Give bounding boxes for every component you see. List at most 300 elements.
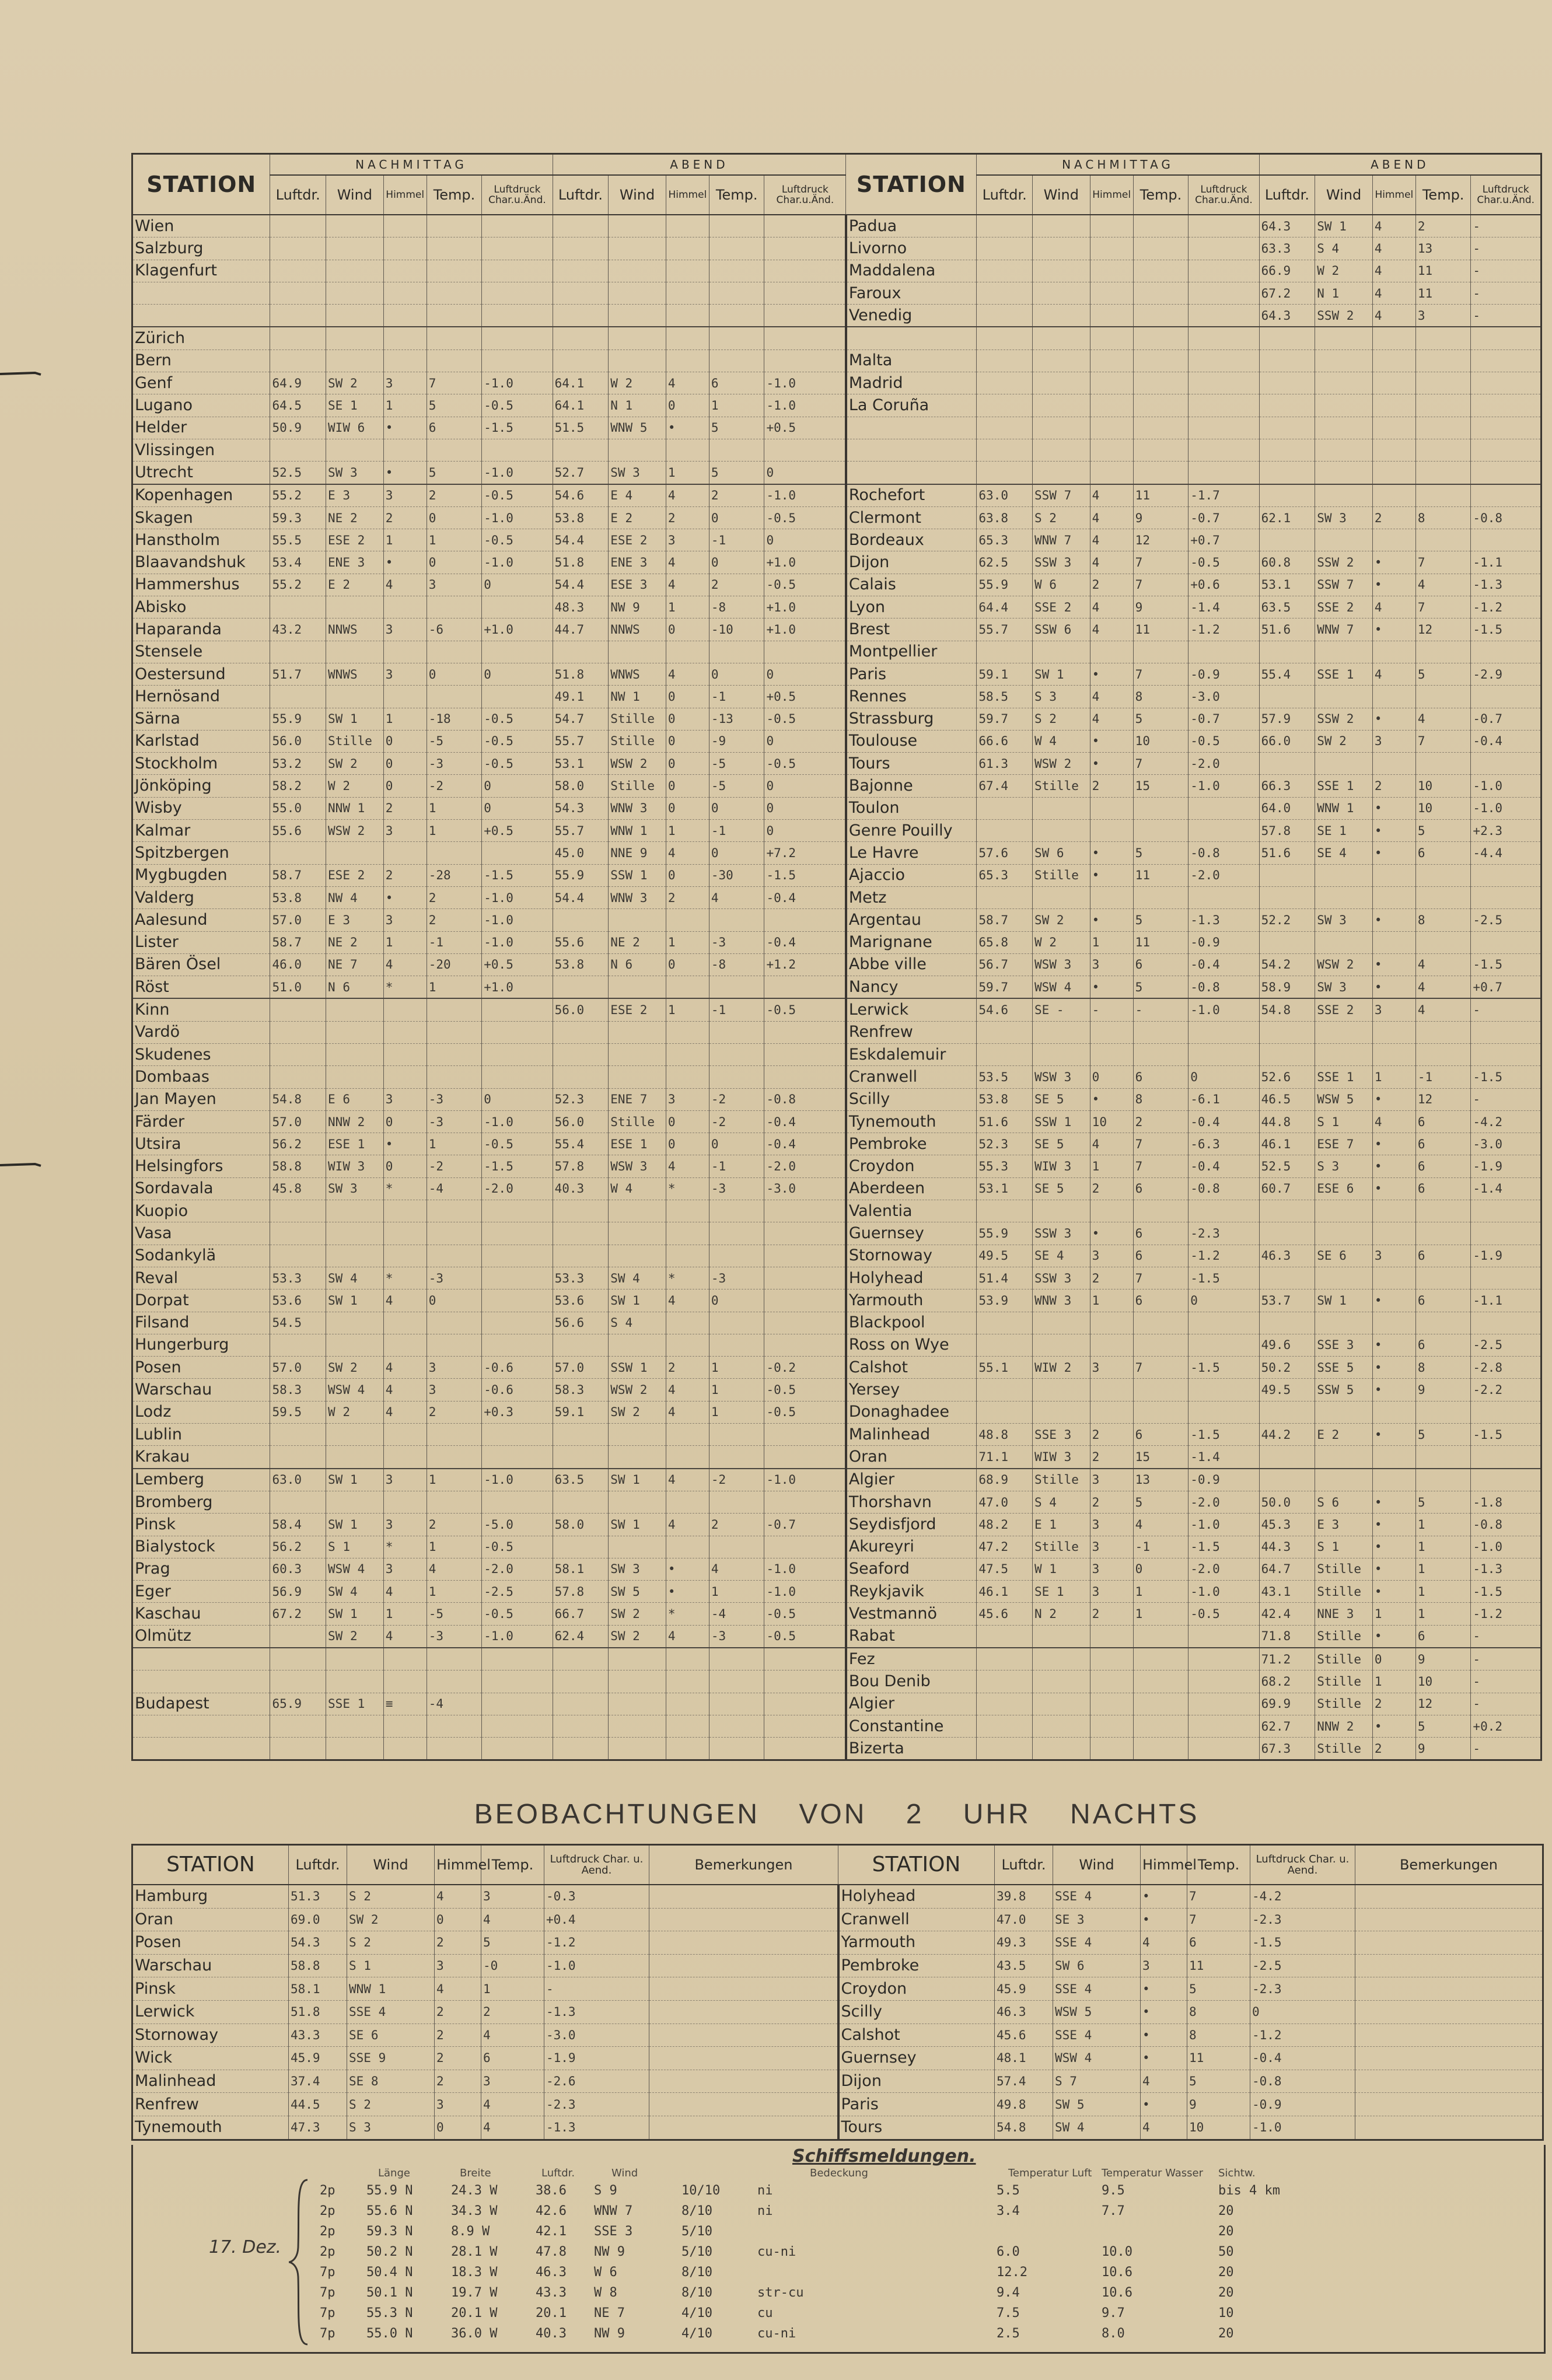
observation-cell: E 1 — [1033, 1514, 1090, 1536]
observation-cell — [1259, 641, 1315, 663]
observation-cell: 0 — [666, 753, 709, 775]
station-name: Bromberg — [132, 1491, 270, 1513]
observation-cell: 68.9 — [977, 1469, 1033, 1491]
observation-cell: +0.3 — [482, 1401, 553, 1423]
observation-cell: -0.5 — [482, 484, 553, 507]
observation-cell: WSW 3 — [1033, 953, 1090, 976]
observation-cell: 4 — [666, 1401, 709, 1423]
observation-cell: 3 — [435, 1954, 481, 1977]
observation-cell: +0.7 — [1189, 529, 1259, 551]
ship-report-cell: 9.4 — [997, 2285, 1020, 2300]
observation-cell: +1.0 — [764, 551, 846, 574]
observation-cell: 15 — [1133, 775, 1189, 797]
table-row — [132, 417, 1541, 439]
observation-cell — [764, 1648, 846, 1670]
table-row — [132, 237, 1541, 260]
observation-cell: 6 — [1133, 1289, 1189, 1312]
observation-cell: 2 — [709, 574, 764, 596]
observation-cell — [1133, 886, 1189, 908]
station-name — [132, 1738, 270, 1760]
station-name: Lublin — [132, 1424, 270, 1446]
observation-cell: 49.1 — [553, 686, 609, 708]
observation-cell: WSW 2 — [1033, 753, 1090, 775]
observation-cell: 2 — [1372, 506, 1415, 529]
ship-report-cell: 20 — [1218, 2224, 1234, 2239]
observation-cell: E 4 — [609, 484, 666, 507]
ship-report-cell: 46.3 — [536, 2265, 567, 2280]
observation-cell — [709, 1648, 764, 1670]
observation-cell: 1 — [427, 1536, 482, 1558]
observation-cell: -0.5 — [1189, 551, 1259, 574]
observation-cell: • — [1372, 820, 1415, 842]
observation-cell: • — [1141, 2047, 1187, 2070]
observation-cell: 4 — [1090, 1133, 1133, 1155]
observation-cell: 5 — [1187, 1977, 1250, 2001]
observation-cell: 57.0 — [553, 1357, 609, 1379]
margin-mark — [0, 371, 41, 377]
remarks-cell — [1355, 2000, 1543, 2023]
observation-cell — [383, 1715, 427, 1737]
observation-cell: 0 — [1189, 1066, 1259, 1088]
observation-cell: SW 6 — [1053, 1954, 1141, 1977]
observation-cell: • — [1372, 976, 1415, 999]
station-name: Olmütz — [132, 1625, 270, 1648]
observation-cell: 51.8 — [289, 2000, 347, 2023]
observation-cell — [977, 1693, 1033, 1715]
observation-cell: SW 4 — [1053, 2116, 1141, 2140]
observation-cell: • — [1141, 1908, 1187, 1931]
observation-cell: -1.0 — [1189, 998, 1259, 1021]
station-name: Hamburg — [132, 1885, 289, 1908]
observation-cell: -2.3 — [1189, 1222, 1259, 1245]
observation-cell — [326, 1245, 384, 1267]
observation-cell — [1033, 1021, 1090, 1043]
table-row — [132, 1670, 1541, 1693]
ship-report-cell: 10/10 — [681, 2183, 721, 2198]
station-name: Metz — [846, 886, 977, 908]
observation-cell: WNW 1 — [347, 1977, 435, 2001]
night-column-header: Bemerkungen — [649, 1845, 838, 1885]
observation-cell — [709, 1693, 764, 1715]
observation-cell — [1033, 1670, 1090, 1693]
observation-cell: -5 — [709, 753, 764, 775]
station-name: Lugano — [132, 394, 270, 417]
observation-cell — [270, 1648, 326, 1670]
observation-cell: -0.8 — [1189, 1177, 1259, 1200]
table-row — [132, 1177, 1541, 1200]
observation-cell: 1 — [1090, 931, 1133, 953]
observation-cell — [553, 1424, 609, 1446]
observation-cell — [270, 282, 326, 304]
observation-cell: 1 — [427, 1133, 482, 1155]
ship-report-cell: 8.9 W — [451, 2224, 490, 2239]
observation-cell: WNW 1 — [609, 820, 666, 842]
station-name: Helsingfors — [132, 1155, 270, 1177]
observation-cell: 55.4 — [1259, 663, 1315, 685]
station-name: Hammershus — [132, 574, 270, 596]
observation-cell: WNW 7 — [1315, 618, 1373, 641]
observation-cell: 3 — [1090, 1357, 1133, 1379]
observation-cell: 69.9 — [1259, 1693, 1315, 1715]
observation-cell: -18 — [427, 708, 482, 730]
observation-cell: -1.0 — [764, 394, 846, 417]
night-table-row — [132, 2000, 1543, 2023]
group-header-abend-right: ABEND — [1259, 154, 1541, 176]
observation-cell: 5 — [709, 417, 764, 439]
ship-report-cell: SSE 3 — [594, 2224, 633, 2239]
observation-cell: 4 — [1372, 282, 1415, 304]
observation-cell: 51.5 — [553, 417, 609, 439]
observation-cell — [482, 1289, 553, 1312]
ship-column-header: Breite — [460, 2167, 491, 2179]
observation-cell — [709, 641, 764, 663]
station-name: Marignane — [846, 931, 977, 953]
station-name: Bajonne — [846, 775, 977, 797]
observation-cell — [553, 1536, 609, 1558]
observation-cell — [977, 372, 1033, 394]
observation-cell: 8 — [1187, 2000, 1250, 2023]
observation-cell: 56.2 — [270, 1133, 326, 1155]
observation-cell: 4 — [383, 1625, 427, 1648]
table-row — [132, 1066, 1541, 1088]
observation-cell — [482, 1066, 553, 1088]
ship-report-cell: 5/10 — [681, 2245, 712, 2259]
observation-cell: 43.1 — [1259, 1581, 1315, 1603]
observation-cell: SW 1 — [326, 708, 384, 730]
observation-cell — [326, 439, 384, 461]
column-header: Temp. — [427, 175, 482, 215]
observation-cell — [383, 1670, 427, 1693]
observation-cell: 3 — [435, 2093, 481, 2116]
observation-cell: -1.3 — [1471, 574, 1541, 596]
column-header: Wind — [1033, 175, 1090, 215]
observation-cell: 8 — [1415, 909, 1471, 931]
observation-cell — [1372, 1021, 1415, 1043]
observation-cell — [326, 641, 384, 663]
observation-cell: 39.8 — [995, 1885, 1053, 1908]
observation-cell — [553, 1066, 609, 1088]
observation-cell — [977, 394, 1033, 417]
station-name: Lerwick — [846, 998, 977, 1021]
table-row — [132, 686, 1541, 708]
station-name: Rennes — [846, 686, 977, 708]
observation-cell: 54.4 — [553, 529, 609, 551]
observation-cell: 4 — [481, 2023, 544, 2047]
observation-cell — [383, 1043, 427, 1065]
ship-report-row — [133, 2326, 1544, 2346]
observation-cell — [1090, 886, 1133, 908]
station-name: Croydon — [846, 1155, 977, 1177]
ship-report-cell: 7.7 — [1102, 2204, 1125, 2218]
observation-cell — [1189, 372, 1259, 394]
ship-report-cell: 10.0 — [1102, 2245, 1132, 2259]
observation-cell: 6 — [1415, 1155, 1471, 1177]
observation-cell: -2.5 — [482, 1581, 553, 1603]
observation-cell — [1133, 797, 1189, 819]
station-name: Faroux — [846, 282, 977, 304]
observation-cell — [270, 305, 326, 327]
observation-cell — [326, 686, 384, 708]
observation-cell: -3.0 — [1189, 686, 1259, 708]
observation-cell — [1189, 1738, 1259, 1760]
station-name: Algier — [846, 1469, 977, 1491]
observation-cell — [427, 998, 482, 1021]
observation-cell: 5 — [481, 1931, 544, 1955]
observation-cell: -4.2 — [1471, 1110, 1541, 1133]
observation-cell: 2 — [427, 909, 482, 931]
observation-cell: 4 — [1372, 596, 1415, 618]
observation-cell: WIW 3 — [326, 1155, 384, 1177]
ship-report-cell: 42.1 — [536, 2224, 567, 2239]
station-name: Genre Pouilly — [846, 820, 977, 842]
ship-report-cell: 2p — [320, 2245, 335, 2259]
observation-cell: 58.8 — [270, 1155, 326, 1177]
observation-cell: -1.5 — [1471, 953, 1541, 976]
observation-cell: • — [383, 417, 427, 439]
observation-cell: 0 — [666, 953, 709, 976]
observation-cell — [1033, 641, 1090, 663]
observation-cell: 60.7 — [1259, 1177, 1315, 1200]
observation-cell — [709, 1715, 764, 1737]
observation-cell: -1.0 — [764, 1558, 846, 1580]
observation-cell — [1372, 417, 1415, 439]
observation-cell: SW 1 — [1315, 215, 1373, 237]
observation-cell: 45.8 — [270, 1177, 326, 1200]
observation-cell — [666, 350, 709, 372]
observation-cell — [977, 886, 1033, 908]
observation-cell: SSE 2 — [1033, 596, 1090, 618]
observation-cell: -0.4 — [1250, 2047, 1355, 2070]
observation-cell: 2 — [427, 886, 482, 908]
observation-cell: -0.5 — [1189, 730, 1259, 752]
table-row — [132, 909, 1541, 931]
observation-cell — [553, 282, 609, 304]
observation-cell: 1 — [666, 462, 709, 484]
table-row — [132, 1357, 1541, 1379]
station-name: Dorpat — [132, 1289, 270, 1312]
observation-cell: -0.7 — [764, 1514, 846, 1536]
observation-cell: NNWS — [326, 618, 384, 641]
observation-cell — [383, 1066, 427, 1088]
observation-cell: - — [1471, 1738, 1541, 1760]
ship-reports-section — [131, 2145, 1546, 2354]
observation-cell: -1.5 — [482, 417, 553, 439]
observation-cell — [1090, 1738, 1133, 1760]
observation-cell: SW 1 — [326, 1469, 384, 1491]
station-name: Dombaas — [132, 1066, 270, 1088]
observation-cell: S 2 — [347, 2093, 435, 2116]
observation-cell — [270, 998, 326, 1021]
observation-cell: 9 — [1415, 1379, 1471, 1401]
observation-cell: -0.5 — [482, 529, 553, 551]
observation-cell: 4 — [666, 842, 709, 864]
ship-report-cell: cu-ni — [757, 2245, 796, 2259]
observation-cell: 49.6 — [1259, 1334, 1315, 1356]
observation-cell — [666, 1245, 709, 1267]
observation-cell: 46.1 — [977, 1581, 1033, 1603]
observation-cell: 5 — [1133, 976, 1189, 999]
observation-cell — [666, 237, 709, 260]
observation-cell: 5 — [1133, 842, 1189, 864]
observation-cell: 58.0 — [553, 1514, 609, 1536]
observation-cell: 6 — [1133, 1222, 1189, 1245]
observation-cell — [270, 1424, 326, 1446]
observation-cell: -1.3 — [544, 2116, 649, 2140]
observation-cell: -8 — [709, 596, 764, 618]
observation-cell — [1189, 1693, 1259, 1715]
observation-cell: 4 — [481, 2093, 544, 2116]
observation-cell — [1372, 864, 1415, 886]
station-name: Nancy — [846, 976, 977, 999]
column-header: Himmel — [383, 175, 427, 215]
ship-report-row — [133, 2285, 1544, 2305]
observation-cell — [1471, 886, 1541, 908]
observation-cell — [1471, 1401, 1541, 1423]
observation-cell: SW 3 — [1315, 909, 1373, 931]
observation-cell: SW 2 — [609, 1603, 666, 1625]
group-header-abend-left: ABEND — [553, 154, 846, 176]
ship-report-cell: 50.4 N — [366, 2265, 413, 2280]
observation-cell — [1090, 1021, 1133, 1043]
station-name: Spitzbergen — [132, 842, 270, 864]
observation-cell — [666, 1446, 709, 1469]
observation-cell: WSW 4 — [326, 1558, 384, 1580]
observation-cell: E 3 — [1315, 1514, 1373, 1536]
observation-cell — [1471, 1267, 1541, 1289]
observation-cell — [666, 327, 709, 350]
observation-cell: 3 — [383, 820, 427, 842]
observation-cell — [1090, 462, 1133, 484]
observation-cell: 2 — [1090, 574, 1133, 596]
observation-cell: 2 — [383, 864, 427, 886]
station-name: Renfrew — [132, 2093, 289, 2116]
observation-cell: 7 — [1415, 730, 1471, 752]
observation-cell — [383, 1648, 427, 1670]
observation-cell: 1 — [383, 529, 427, 551]
observation-cell — [709, 1536, 764, 1558]
table-row — [132, 439, 1541, 461]
observation-cell — [1090, 1401, 1133, 1423]
station-name: Malinhead — [846, 1424, 977, 1446]
observation-cell — [1471, 1222, 1541, 1245]
observation-cell — [1415, 417, 1471, 439]
observation-cell: 11 — [1187, 2047, 1250, 2070]
observation-cell: 3 — [1090, 953, 1133, 976]
observation-cell: 2 — [1090, 1446, 1133, 1469]
observation-cell: • — [1372, 618, 1415, 641]
observation-cell: 6 — [1415, 1133, 1471, 1155]
observation-cell: 68.2 — [1259, 1670, 1315, 1693]
observation-cell: -3.0 — [544, 2023, 649, 2047]
observation-cell: 2 — [435, 1931, 481, 1955]
observation-cell: 54.7 — [553, 708, 609, 730]
observation-cell: • — [1372, 842, 1415, 864]
observation-cell — [1259, 417, 1315, 439]
station-name: Lerwick — [132, 2000, 289, 2023]
observation-cell — [764, 282, 846, 304]
observation-cell — [1415, 1312, 1471, 1334]
observation-cell — [553, 1021, 609, 1043]
observation-cell: 0 — [764, 663, 846, 685]
observation-cell: -1.5 — [1189, 1267, 1259, 1289]
observation-cell: - — [1471, 1693, 1541, 1715]
observation-cell — [609, 260, 666, 282]
observation-cell — [977, 1401, 1033, 1423]
table-row — [132, 394, 1541, 417]
table-row — [132, 1581, 1541, 1603]
station-name: Warschau — [132, 1954, 289, 1977]
observation-cell: 4 — [1090, 506, 1133, 529]
ship-report-cell: W 6 — [594, 2265, 617, 2280]
ship-report-cell: 8.0 — [1102, 2326, 1125, 2341]
observation-cell — [1189, 305, 1259, 327]
observation-cell: -1 — [709, 1155, 764, 1177]
ship-report-cell: cu-ni — [757, 2326, 796, 2341]
observation-cell: NNW 2 — [1315, 1715, 1373, 1737]
observation-cell: 51.8 — [553, 663, 609, 685]
observation-cell: -2.0 — [482, 1177, 553, 1200]
observation-cell — [482, 641, 553, 663]
observation-cell — [383, 237, 427, 260]
observation-cell: 4 — [666, 1625, 709, 1648]
observation-cell: -5.0 — [482, 1514, 553, 1536]
observation-cell: SSW 1 — [609, 864, 666, 886]
observation-cell — [1372, 886, 1415, 908]
station-name: Skagen — [132, 506, 270, 529]
observation-cell: S 1 — [326, 1536, 384, 1558]
observation-cell: 55.4 — [553, 1133, 609, 1155]
remarks-cell — [649, 2000, 838, 2023]
observation-cell — [1090, 237, 1133, 260]
observation-cell — [270, 439, 326, 461]
table-row — [132, 1200, 1541, 1222]
observation-cell — [709, 1424, 764, 1446]
observation-cell — [482, 1446, 553, 1469]
observation-cell: 2 — [383, 506, 427, 529]
observation-cell: * — [383, 1267, 427, 1289]
observation-cell — [1415, 1021, 1471, 1043]
station-name: Guernsey — [838, 2047, 995, 2070]
observation-cell: 8 — [1187, 2023, 1250, 2047]
observation-cell: Stille — [1315, 1648, 1373, 1670]
observation-cell — [666, 1491, 709, 1513]
observation-cell — [709, 1021, 764, 1043]
observation-cell: WIW 3 — [1033, 1155, 1090, 1177]
observation-cell: -1.0 — [482, 1469, 553, 1491]
observation-cell: 4 — [1090, 618, 1133, 641]
ship-report-row — [133, 2183, 1544, 2203]
observation-cell — [383, 260, 427, 282]
night-table-row — [132, 1931, 1543, 1955]
observation-cell: 53.9 — [977, 1289, 1033, 1312]
observation-cell: 1 — [709, 1357, 764, 1379]
observation-cell: 64.7 — [1259, 1558, 1315, 1580]
observation-cell — [1415, 686, 1471, 708]
observation-cell: -1.0 — [482, 1110, 553, 1133]
observation-cell: -1.0 — [1189, 775, 1259, 797]
station-name: Utrecht — [132, 462, 270, 484]
observation-cell: 2 — [1090, 1267, 1133, 1289]
ship-report-cell: 4/10 — [681, 2306, 712, 2320]
observation-cell — [1471, 350, 1541, 372]
observation-cell: 53.8 — [553, 953, 609, 976]
observation-cell — [482, 686, 553, 708]
observation-cell: • — [1372, 708, 1415, 730]
observation-cell: 67.2 — [1259, 282, 1315, 304]
observation-cell: 53.6 — [553, 1289, 609, 1312]
observation-cell: 0 — [666, 775, 709, 797]
station-name: Akureyri — [846, 1536, 977, 1558]
